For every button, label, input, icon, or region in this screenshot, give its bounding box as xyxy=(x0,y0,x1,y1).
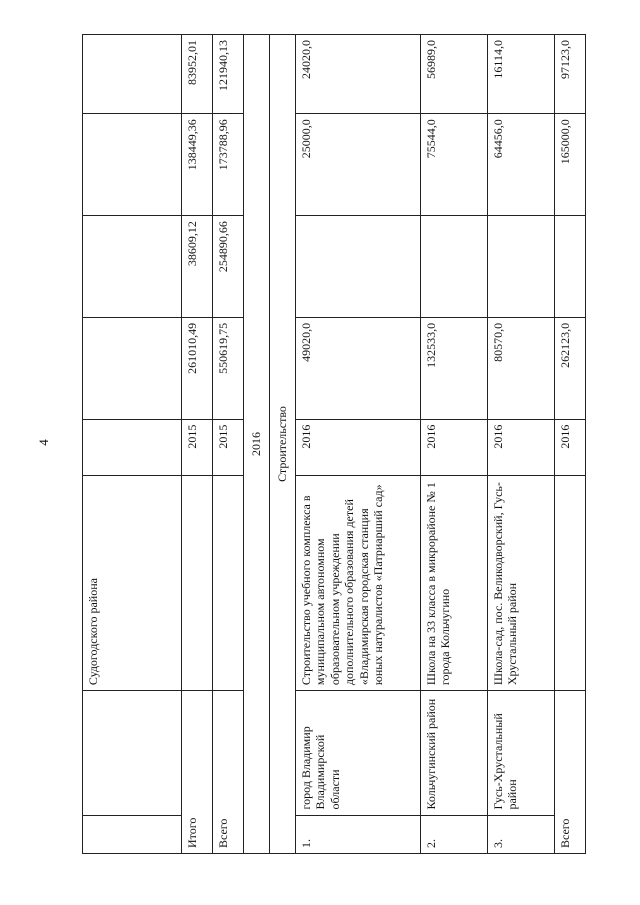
table-cell xyxy=(83,216,182,318)
municipality-name: город Владимир Владимирской области xyxy=(296,691,421,815)
itogo-value-2: 38609,12 xyxy=(182,216,213,318)
itogo-year: 2015 xyxy=(182,419,213,476)
itogo-value-1: 261010,49 xyxy=(182,317,213,419)
table-row-itogo xyxy=(182,35,213,854)
row-value-1: 49020,0 xyxy=(296,317,421,419)
row-value-2 xyxy=(296,216,421,318)
section-header: Строительство xyxy=(270,35,296,854)
financing-table xyxy=(82,34,586,854)
row-value-1: 132533,0 xyxy=(421,317,488,419)
row-value-1: 80570,0 xyxy=(488,317,555,419)
table-cell xyxy=(83,317,182,419)
object-name: Школа-сад, пос. Великодворский, Гусь-Хрустальный район xyxy=(488,476,555,691)
table-row xyxy=(421,35,488,854)
itogo-value-4: 83952,01 xyxy=(182,35,213,114)
vsego-value-1: 262123,0 xyxy=(555,317,586,419)
vsego-value-3: 165000,0 xyxy=(555,114,586,216)
table-cell xyxy=(83,114,182,216)
vsego-label: Всего xyxy=(213,691,244,854)
vsego-value-4: 121940,13 xyxy=(213,35,244,114)
row-number: 3. xyxy=(488,815,555,853)
row-value-3: 25000,0 xyxy=(296,114,421,216)
row-value-3: 64456,0 xyxy=(488,114,555,216)
table-cell xyxy=(213,476,244,691)
vsego-value-2 xyxy=(555,216,586,318)
object-name: Школа на 33 класса в микрорайоне № 1 города Кольчугино xyxy=(421,476,488,691)
row-value-2 xyxy=(421,216,488,318)
row-year: 2016 xyxy=(421,419,488,476)
vsego-year: 2016 xyxy=(555,419,586,476)
continued-object-name: Судогодского района xyxy=(83,476,182,691)
table-cell xyxy=(182,476,213,691)
rotated-table-container xyxy=(82,34,576,854)
row-value-2 xyxy=(488,216,555,318)
row-number: 1. xyxy=(296,815,421,853)
table-row xyxy=(296,35,421,854)
table-cell xyxy=(83,815,182,853)
table-cell xyxy=(83,35,182,114)
vsego-value-4: 97123,0 xyxy=(555,35,586,114)
row-year: 2016 xyxy=(296,419,421,476)
row-value-3: 75544,0 xyxy=(421,114,488,216)
table-row-section-header xyxy=(270,35,296,854)
table-cell xyxy=(83,419,182,476)
table-row xyxy=(488,35,555,854)
row-value-4: 56989,0 xyxy=(421,35,488,114)
table-row-continued xyxy=(83,35,182,854)
municipality-name: Кольчугинский район xyxy=(421,691,488,815)
table-row-vsego-2016 xyxy=(555,35,586,854)
table-row-vsego-2015 xyxy=(213,35,244,854)
table-row-year-header xyxy=(244,35,270,854)
row-year: 2016 xyxy=(488,419,555,476)
itogo-value-3: 138449,36 xyxy=(182,114,213,216)
row-value-4: 16114,0 xyxy=(488,35,555,114)
vsego-value-1: 550619,75 xyxy=(213,317,244,419)
table-cell xyxy=(83,691,182,815)
row-value-4: 24020,0 xyxy=(296,35,421,114)
year-header: 2016 xyxy=(244,35,270,854)
object-name: Строительство учебного комплекса в муниципальном автономном образовательном учреждении дополнительного образования детей «Владимирская городская станция юных натуралистов «Патриарший сад» xyxy=(296,476,421,691)
vsego-year: 2015 xyxy=(213,419,244,476)
row-number: 2. xyxy=(421,815,488,853)
vsego-value-3: 173788,96 xyxy=(213,114,244,216)
itogo-label: Итого xyxy=(182,691,213,854)
table-cell xyxy=(555,476,586,691)
page-number: 4 xyxy=(35,439,51,446)
vsego-value-2: 254890,66 xyxy=(213,216,244,318)
municipality-name: Гусь-Хрустальный район xyxy=(488,691,555,815)
vsego-label: Всего xyxy=(555,691,586,854)
